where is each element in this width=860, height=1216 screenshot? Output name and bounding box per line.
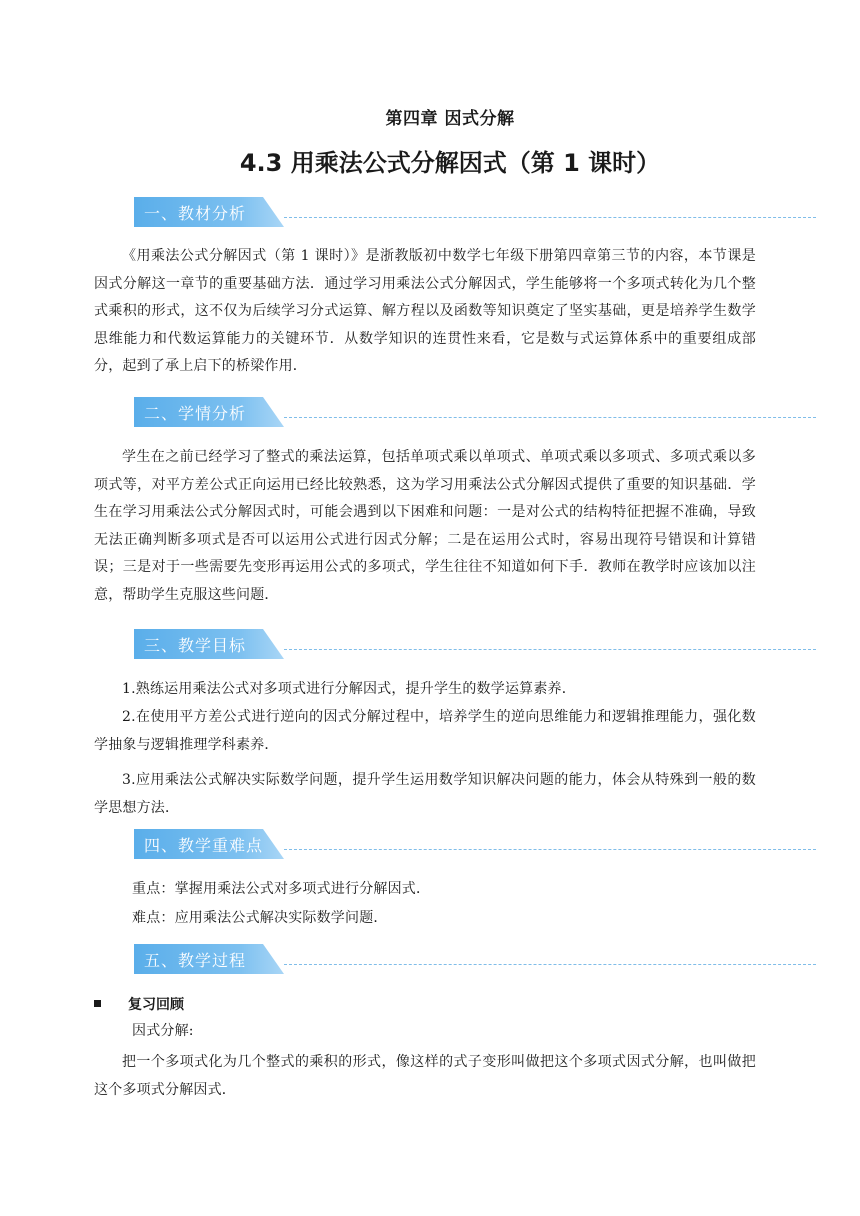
objective-item: 3.应用乘法公式解决实际数学问题，提升学生运用数学知识解决问题的能力，体会从特殊到一般的数学思想方法． [94, 772, 756, 816]
section-label: 五、教学过程 [144, 951, 247, 970]
dashed-divider [284, 649, 816, 650]
section-header-student-analysis [134, 397, 816, 429]
objective-item: 1.熟练运用乘法公式对多项式进行分解因式，提升学生的数学运算素养． [122, 681, 576, 697]
key-point: 重点：掌握用乘法公式对多项式进行分解因式． [132, 881, 431, 897]
difficult-point: 难点：应用乘法公式解决实际数学问题． [132, 910, 388, 926]
subheading-text: 复习回顾 [128, 997, 184, 1013]
student-analysis-paragraph: 学生在之前已经学习了整式的乘法运算，包括单项式乘以单项式、单项式乘以多项式、多项式乘以多项式等，对平方差公式正向运用已经比较熟悉，这为学习用乘法公式分解因式提供了重要的知识基础．学生在学习用乘法公式分解因式时，可能会遇到以下困难和问题：一是对公式的结构特征把握不准确，导致无法正确判断多项式是否可以运用公式进行因式分解；二是在运用公式时，容易出现符号错误和计算错误；三是对于一些需要先变形再运用公式的多项式，学生往往不知道如何下手．教师在教学时应该加以注意，帮助学生克服这些问题． [94, 449, 756, 603]
section-header-key-points [134, 829, 816, 861]
section-label: 一、教材分析 [144, 204, 247, 223]
textbook-analysis-paragraph: 《用乘法公式分解因式（第 1 课时）》是浙教版初中数学七年级下册第四章第三节的内容，本节课是因式分解这一章节的重要基础方法．通过学习用乘法公式分解因式，学生能够将一个多项式转化为几个整式乘积的形式，这不仅为后续学习分式运算、解方程以及函数等知识奠定了坚实基础，更是培养学生数学思维能力和代数运算能力的关键环节．从数学知识的连贯性来看，它是数与式运算体系中的重要组成部分，起到了承上启下的桥梁作用． [94, 248, 756, 374]
dashed-divider [284, 964, 816, 965]
objective-item: 2.在使用平方差公式进行逆向的因式分解过程中，培养学生的逆向思维能力和逻辑推理能力，强化数学抽象与逻辑推理学科素养． [94, 709, 756, 753]
lesson-title: 4.3 用乘法公式分解因式（第 1 课时） [239, 149, 661, 177]
section-header-analysis [134, 197, 816, 229]
dashed-divider [284, 417, 816, 418]
dashed-divider [284, 217, 816, 218]
section-header-process [134, 944, 816, 976]
section-label: 三、教学目标 [144, 636, 247, 655]
section-label: 四、教学重难点 [144, 836, 264, 855]
section-header-objectives [134, 629, 816, 661]
definition-paragraph: 把一个多项式化为几个整式的乘积的形式，像这样的式子变形叫做把这个多项式因式分解，也叫做把这个多项式分解因式． [94, 1054, 756, 1098]
section-label: 二、学情分析 [144, 404, 247, 423]
term-label: 因式分解: [132, 1023, 194, 1039]
square-bullet-icon [94, 1000, 101, 1007]
dashed-divider [284, 849, 816, 850]
chapter-heading: 第四章 因式分解 [385, 109, 515, 129]
